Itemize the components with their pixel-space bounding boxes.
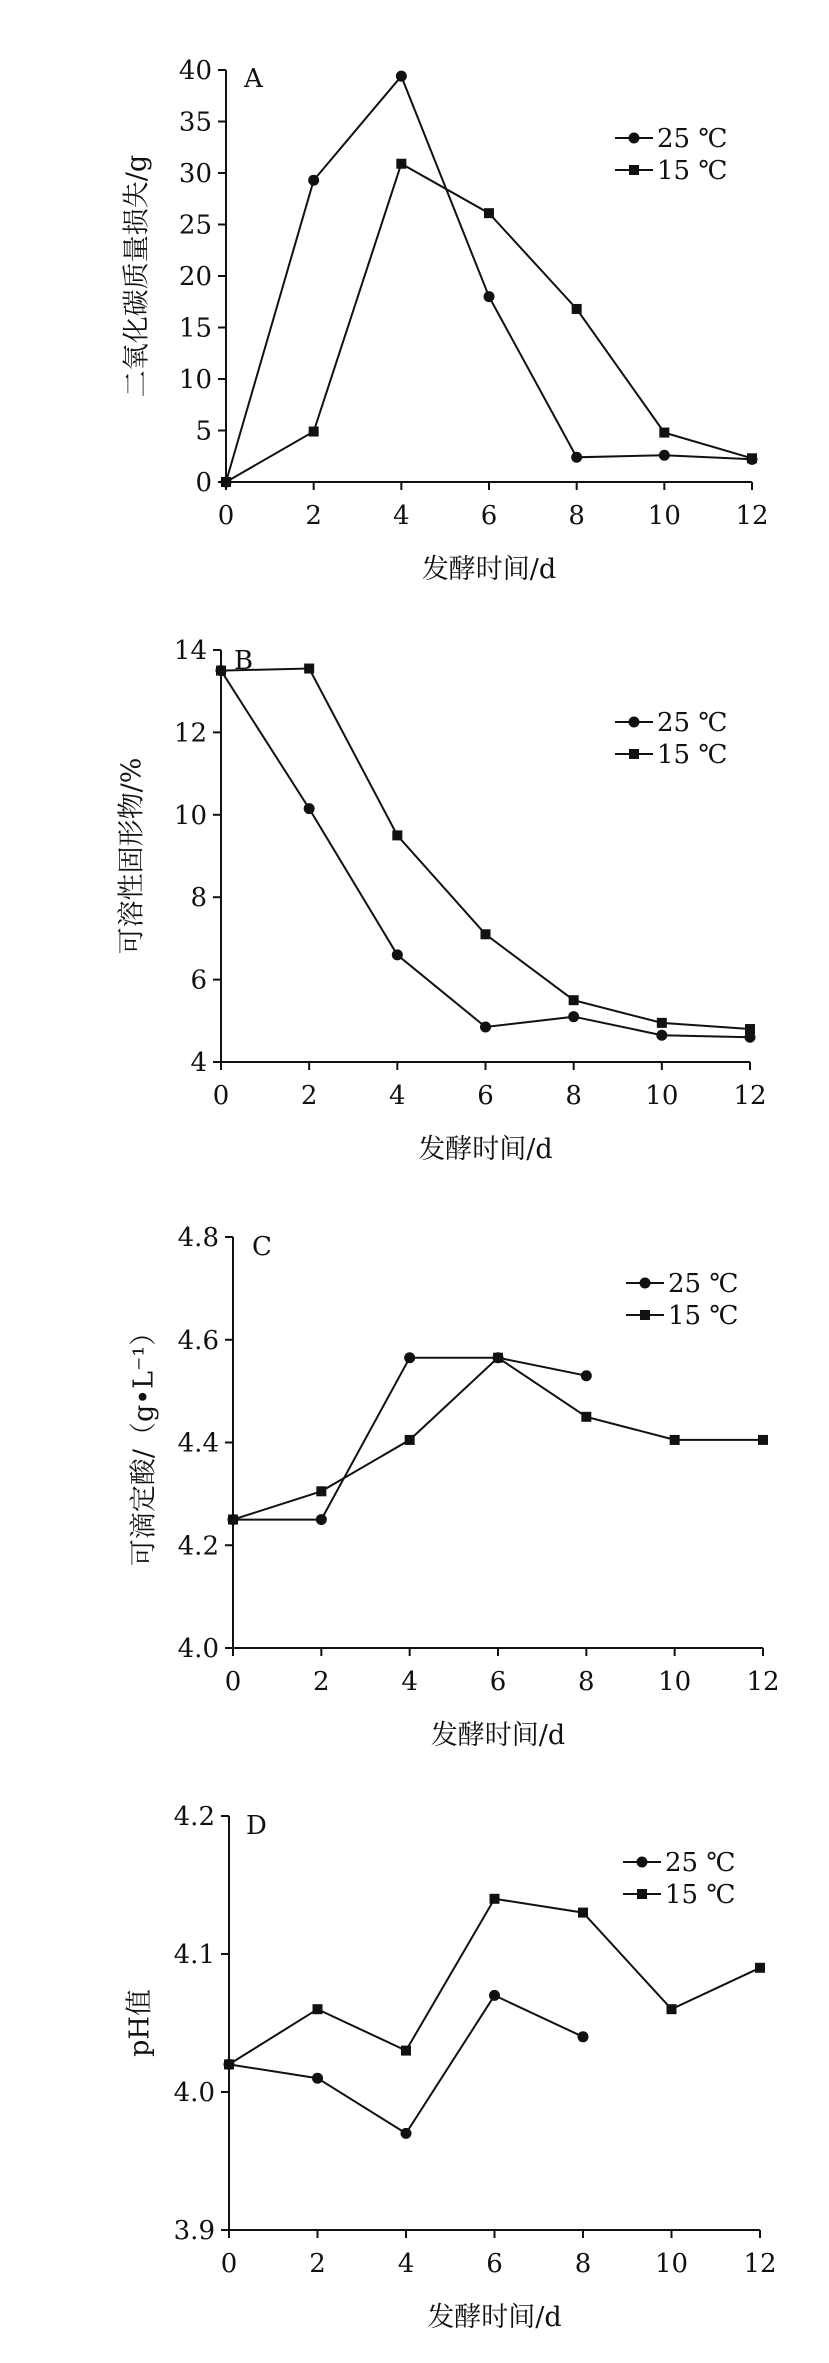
data-point	[316, 1486, 326, 1496]
x-axis-title: 发酵时间/d	[427, 2302, 562, 2333]
data-point	[304, 803, 315, 814]
data-point	[758, 1435, 768, 1445]
panel-letter: A	[244, 64, 263, 94]
y-tick-label: 10	[178, 365, 212, 395]
series-line-1	[233, 1358, 763, 1520]
legend-label: 25 ℃	[668, 1269, 739, 1299]
series-line-0	[229, 1995, 583, 2133]
data-point	[396, 159, 406, 169]
x-tick-label: 10	[647, 501, 681, 531]
data-point	[313, 2004, 323, 2014]
x-tick-label: 0	[212, 1081, 230, 1111]
x-tick-label: 4	[397, 2249, 415, 2279]
y-tick-label: 4.1	[173, 1940, 215, 1970]
data-point	[216, 666, 226, 676]
data-point	[755, 1963, 765, 1973]
y-tick-label: 14	[173, 636, 207, 666]
y-tick-label: 4.2	[177, 1531, 219, 1562]
data-point	[490, 1894, 500, 1904]
x-tick-label: 0	[224, 1667, 242, 1697]
data-point	[572, 304, 582, 314]
x-tick-label: 0	[220, 2249, 238, 2279]
x-tick-label: 12	[733, 1081, 767, 1111]
data-point	[405, 1435, 415, 1445]
legend-marker	[640, 1278, 651, 1289]
legend-marker	[637, 1857, 648, 1868]
x-tick-label: 6	[477, 1081, 494, 1111]
data-point	[569, 995, 579, 1005]
data-point	[493, 1353, 503, 1363]
data-point	[228, 1515, 238, 1525]
data-point	[581, 1370, 592, 1381]
y-tick-label: 20	[178, 262, 212, 292]
data-point	[316, 1514, 327, 1525]
legend-marker	[640, 1310, 650, 1320]
data-point	[659, 428, 669, 438]
y-tick-label: 40	[178, 56, 212, 86]
legend-marker	[629, 717, 640, 728]
y-tick-label: 4.0	[173, 2078, 215, 2108]
data-point	[392, 830, 402, 840]
legend-label: 25 ℃	[657, 708, 728, 738]
x-tick-label: 8	[574, 2249, 592, 2279]
legend-label: 15 ℃	[668, 1301, 739, 1331]
chart-panel-d	[125, 1802, 777, 2333]
data-point	[484, 208, 494, 218]
chart-panel-c	[129, 1223, 780, 1751]
legend-marker	[629, 749, 639, 759]
data-point	[484, 291, 495, 302]
y-tick-label: 5	[195, 416, 212, 447]
x-tick-label: 6	[480, 501, 498, 531]
data-point	[568, 1011, 579, 1022]
data-point	[392, 949, 403, 960]
y-tick-label: 8	[190, 883, 207, 914]
data-point	[309, 427, 319, 437]
y-tick-label: 4	[190, 1048, 207, 1078]
y-tick-label: 4.8	[177, 1223, 219, 1253]
y-axis-title: pH值	[124, 1989, 156, 2057]
x-tick-label: 2	[300, 1081, 318, 1111]
series-line-1	[229, 1899, 760, 2065]
y-tick-label: 4.2	[173, 1802, 215, 1832]
x-tick-label: 6	[486, 2249, 503, 2279]
y-tick-label: 10	[173, 800, 207, 831]
y-axis-title: 可滴定酸/（g•L⁻¹）	[128, 1318, 160, 1567]
legend-label: 15 ℃	[657, 156, 728, 186]
x-tick-label: 12	[746, 1667, 780, 1697]
data-point	[312, 2073, 323, 2084]
chart-panel-a	[122, 56, 769, 585]
chart-panel-b	[117, 636, 767, 1165]
x-tick-label: 8	[565, 1081, 582, 1111]
x-tick-label: 2	[313, 1667, 330, 1697]
data-point	[401, 2128, 412, 2139]
data-point	[670, 1435, 680, 1445]
y-tick-label: 30	[178, 159, 212, 189]
data-point	[304, 664, 314, 674]
legend-marker	[629, 133, 640, 144]
data-point	[656, 1030, 667, 1041]
legend-label: 25 ℃	[657, 124, 728, 154]
data-point	[396, 71, 407, 82]
y-tick-label: 12	[173, 718, 207, 749]
data-point	[581, 1412, 591, 1422]
data-point	[578, 1908, 588, 1918]
x-tick-label: 0	[217, 501, 235, 531]
y-tick-label: 0	[195, 468, 212, 498]
y-tick-label: 4.6	[177, 1325, 219, 1356]
data-point	[221, 477, 231, 487]
legend-label: 15 ℃	[665, 1880, 736, 1910]
data-point	[659, 450, 670, 461]
data-point	[401, 2046, 411, 2056]
data-point	[308, 175, 319, 186]
data-point	[745, 1024, 755, 1034]
x-tick-label: 6	[489, 1667, 507, 1697]
data-point	[489, 1990, 500, 2001]
data-point	[480, 1021, 491, 1032]
x-tick-label: 4	[389, 1081, 406, 1111]
legend-marker	[637, 1889, 647, 1899]
x-tick-label: 12	[743, 2249, 777, 2279]
data-point	[571, 452, 582, 463]
data-point	[404, 1352, 415, 1363]
panel-letter: D	[246, 1811, 267, 1841]
x-axis-title: 发酵时间/d	[430, 1720, 566, 1751]
data-point	[224, 2059, 234, 2069]
x-tick-label: 8	[578, 1667, 595, 1697]
x-tick-label: 10	[645, 1081, 679, 1111]
y-tick-label: 15	[178, 313, 212, 344]
x-tick-label: 4	[393, 501, 410, 531]
panel-letter: B	[234, 646, 254, 676]
legend-marker	[629, 165, 639, 175]
legend-label: 25 ℃	[665, 1848, 736, 1878]
x-tick-label: 12	[735, 501, 769, 531]
legend-label: 15 ℃	[657, 740, 728, 770]
panel-letter: C	[252, 1232, 272, 1262]
y-tick-label: 3.9	[173, 2216, 215, 2246]
data-point	[747, 453, 757, 463]
y-axis-title: 二氧化碳质量损失/g	[121, 154, 153, 398]
x-axis-title: 发酵时间/d	[421, 554, 557, 585]
y-tick-label: 4.4	[177, 1428, 219, 1459]
x-tick-label: 8	[568, 501, 585, 531]
data-point	[667, 2004, 677, 2014]
data-point	[481, 929, 491, 939]
y-tick-label: 25	[178, 210, 212, 241]
x-tick-label: 2	[305, 501, 322, 531]
y-tick-label: 35	[178, 107, 212, 138]
y-tick-label: 6	[190, 965, 207, 996]
x-tick-label: 2	[309, 2249, 326, 2279]
y-tick-label: 4.0	[177, 1634, 219, 1664]
data-point	[657, 1018, 667, 1028]
x-tick-label: 10	[658, 1667, 692, 1697]
x-axis-title: 发酵时间/d	[418, 1134, 553, 1165]
data-point	[578, 2031, 589, 2042]
y-axis-title: 可溶性固形物/%	[116, 757, 148, 955]
x-tick-label: 4	[401, 1667, 418, 1697]
x-tick-label: 10	[654, 2249, 689, 2279]
